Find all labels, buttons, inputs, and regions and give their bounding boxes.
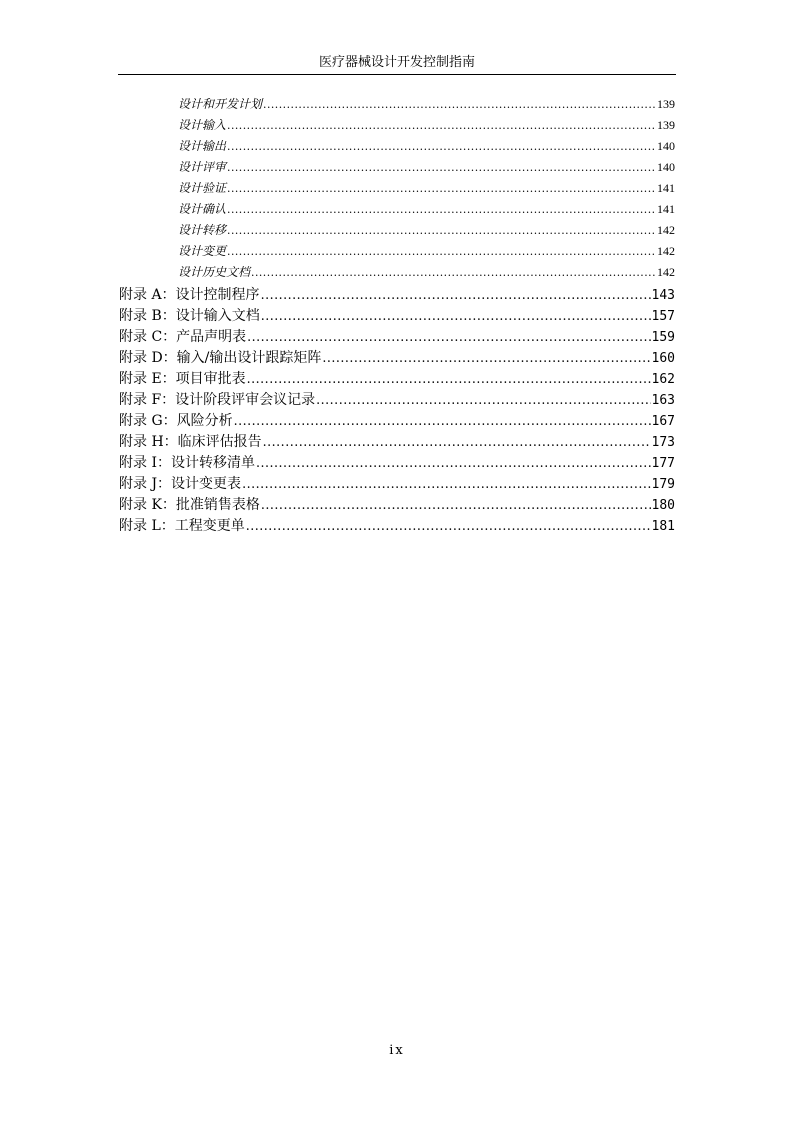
toc-entry-page: 142: [657, 223, 675, 237]
toc-entry-page: 173: [651, 435, 675, 450]
toc-entry-title: 设计验证: [178, 181, 227, 195]
dot-leader: [227, 243, 656, 260]
toc-entry[interactable]: [178, 159, 675, 176]
dot-leader: [256, 453, 651, 473]
toc-entry-title: 设计评审: [178, 160, 227, 174]
dot-leader: [246, 516, 651, 536]
toc-entry-page: 143: [651, 288, 675, 303]
toc-entry[interactable]: [178, 201, 675, 218]
toc-entry-title: 附录 F：设计阶段评审会议记录: [119, 392, 316, 408]
toc-entry-title: 附录 D：输入/输出设计跟踪矩阵: [119, 350, 322, 366]
toc-appendix-entry[interactable]: [119, 285, 675, 305]
toc-appendix-entry[interactable]: [119, 369, 675, 389]
dot-leader: [227, 201, 656, 218]
toc-appendix-entry[interactable]: [119, 390, 675, 410]
dot-leader: [227, 159, 656, 176]
toc-appendix-entry[interactable]: [119, 411, 675, 431]
toc-entry-page: 162: [651, 372, 675, 387]
toc-entry-page: 139: [657, 97, 675, 111]
toc-entry-page: 179: [651, 477, 675, 492]
toc-entry-page: 163: [651, 393, 675, 408]
toc-entry-page: 141: [657, 202, 675, 216]
dot-leader: [322, 348, 650, 368]
toc-entry-page: 140: [657, 139, 675, 153]
toc-entry-page: 157: [651, 309, 675, 324]
toc-entry-title: 附录 H：临床评估报告: [119, 434, 262, 450]
toc-appendix-entry[interactable]: [119, 432, 675, 452]
toc-appendix-entry[interactable]: [119, 348, 675, 368]
toc-entry[interactable]: [178, 243, 675, 260]
page-number: ix: [389, 1043, 405, 1058]
toc-appendix-entry[interactable]: [119, 516, 675, 536]
dot-leader: [234, 411, 651, 431]
toc-appendix-entry[interactable]: [119, 495, 675, 515]
toc-entry-title: 附录 G：风险分析: [119, 413, 233, 429]
toc-entry-title: 附录 B：设计输入文档: [119, 308, 260, 324]
toc-entry-page: 177: [651, 456, 675, 471]
toc-entry-title: 设计输出: [178, 139, 227, 153]
toc-entry-title: 附录 E：项目审批表: [119, 371, 246, 387]
toc-entry-title: 设计输入: [178, 118, 227, 132]
toc-entry-title: 设计历史文档: [178, 265, 251, 279]
dot-leader: [261, 495, 651, 515]
dot-leader: [263, 432, 651, 452]
toc-entry-title: 设计变更: [178, 244, 227, 258]
dot-leader: [227, 138, 656, 155]
toc-appendix-entry[interactable]: [119, 306, 675, 326]
toc-entry-page: 141: [657, 181, 675, 195]
dot-leader: [261, 306, 651, 326]
toc-entry[interactable]: [178, 222, 675, 239]
toc-entry-page: 180: [651, 498, 675, 513]
toc-entry-title: 附录 I：设计转移清单: [119, 455, 255, 471]
toc-entry[interactable]: [178, 264, 675, 281]
toc-appendix-entry[interactable]: [119, 327, 675, 347]
dot-leader: [227, 180, 656, 197]
toc-entry-page: 159: [651, 330, 675, 345]
dot-leader: [227, 117, 656, 134]
toc-entry[interactable]: [178, 96, 675, 113]
toc-entry-page: 167: [651, 414, 675, 429]
dot-leader: [263, 96, 656, 113]
dot-leader: [247, 327, 650, 347]
toc-entry-title: 设计和开发计划: [178, 97, 263, 111]
dot-leader: [247, 369, 651, 389]
running-header: 医疗器械设计开发控制指南: [318, 55, 475, 70]
dot-leader: [242, 474, 650, 494]
dot-leader: [316, 390, 650, 410]
dot-leader: [261, 285, 651, 305]
toc-entry-title: 附录 C：产品声明表: [119, 329, 247, 345]
toc-entry-title: 附录 L：工程变更单: [119, 518, 245, 534]
toc-entry-page: 142: [657, 244, 675, 258]
toc-entry-title: 附录 J：设计变更表: [119, 476, 242, 492]
dot-leader: [227, 222, 656, 239]
header-rule: [118, 74, 676, 75]
toc-entry[interactable]: [178, 117, 675, 134]
toc-entry-title: 设计转移: [178, 223, 227, 237]
toc-entry-page: 181: [651, 519, 675, 534]
toc-entry-title: 附录 K：批准销售表格: [119, 497, 260, 513]
toc-entry[interactable]: [178, 138, 675, 155]
dot-leader: [251, 264, 656, 281]
toc-entry[interactable]: [178, 180, 675, 197]
toc-entry-page: 160: [651, 351, 675, 366]
toc-entry-page: 140: [657, 160, 675, 174]
toc-entry-page: 139: [657, 118, 675, 132]
toc-appendix-entry[interactable]: [119, 453, 675, 473]
toc-appendix-entry[interactable]: [119, 474, 675, 494]
toc-entry-title: 设计确认: [178, 202, 227, 216]
toc-entry-page: 142: [657, 265, 675, 279]
toc-entry-title: 附录 A：设计控制程序: [119, 287, 260, 303]
